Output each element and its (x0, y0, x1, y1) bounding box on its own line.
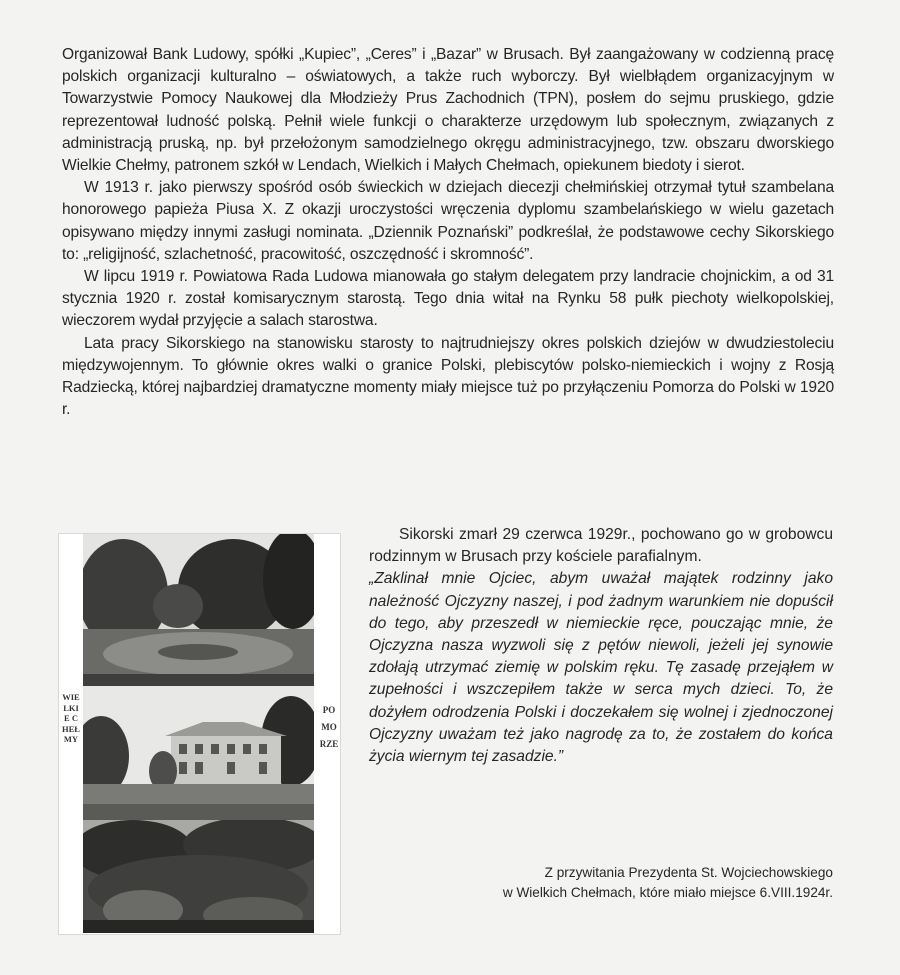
right-column (369, 524, 833, 768)
postcard-left-caption: WIELKIE CHEŁMY (62, 692, 80, 744)
historical-postcard (58, 533, 341, 935)
death-note: Sikorski zmarł 29 czerwca 1929r., pochowano go w grobowcu rodzinnym w Brusach przy kościele parafialnym. (369, 526, 833, 566)
main-text (62, 44, 834, 421)
paragraph-3: W lipcu 1919 r. Powiatowa Rada Ludowa mianowała go stałym delegatem przy landracie chojnickim, a od 31 stycznia 1920 r. został komisarycznym starostą. Tego dnia witał na Rynku 58 pułk piechoty wielkopolskiej, wieczorem wydał przyjęcie a salach starostwa. (62, 268, 834, 330)
quotation: „Zaklinał mnie Ojciec, abym uważał majątek rodzinny jako należność Ojczyzny naszej, i pod żadnym warunkiem nie dopuścił do tego, aby przeszedł w niemieckie ręce, pouczając mnie, że Ojczyzna nasza wyzwoli się z pętów niewoli, jeżeli jej synowie zdołają utrzymać ziemię w polskim ręku. Tę zasadę przejąłem w zupełności i wszczepiłem także w serca mych dzieci. To, że dożyłem odrodzenia Polski i doczekałem się wolnej i zjednoczonej Ojczyzny uważam też jako nagrodę za to, że zostałem do końca życia wiernym tej zasadzie.” (369, 570, 833, 766)
manor-house-photo (83, 686, 314, 820)
citation (400, 863, 833, 903)
citation-line-1: Z przywitania Prezydenta St. Wojciechowskiego (544, 865, 833, 880)
citation-line-2: w Wielkich Chełmach, które miało miejsce 6.VIII.1924r. (502, 885, 833, 900)
garden-photo (83, 820, 314, 933)
paragraph-1: Organizował Bank Ludowy, spółki „Kupiec”, „Ceres” i „Bazar” w Brusach. Był zaangażowany w codzienną pracę polskich organizacji kulturalno – oświatowych, a także ruch wyborczy. Był wielbłądem organizacyjnym w Towarzystwie Pomocy Naukowej dla Młodzieży Prus Zachodnich (TPN), posłem do sejmu pruskiego, gdzie reprezentował ludność polską. Pełnił wiele funkcji o charakterze urzędowym lub społecznym, związanych z administracją pruską, np. był przełożonym samodzielnego okręgu administracyjnego, tzw. obszaru dworskiego Wielkie Chełmy, patronem szkół w Lendach, Wielkich i Małych Chełmach, opiekunem biedoty i sierot. (62, 46, 834, 175)
paragraph-4: Lata pracy Sikorskiego na stanowisku starosty to najtrudniejszy okres polskich dziejów w dwudziestoleciu międzywojennym. To głównie okres walki o granice Polski, plebiscytów polsko-niemieckich i wojny z Rosją Radziecką, której najbardziej dramatyczne momenty miały miejsce tuż po przyłączeniu Pomorza do Polski w 1920 r. (62, 334, 834, 419)
paragraph-2: W 1913 r. jako pierwszy spośród osób świeckich w dziejach diecezji chełmińskiej otrzymał tytuł szambelana honorowego papieża Piusa X. Z okazji uroczystości wręczenia dyplomu szambelańskiego w wielu gazetach opisywano między innymi zasługi nominata. „Dziennik Poznański” podkreślał, że podstawowe cechy Sikorskiego to: „religijność, szlachetność, pracowitość, oszczędność i skromność”. (62, 179, 834, 263)
park-photo (83, 534, 314, 686)
postcard-right-caption: POMORZE (319, 705, 339, 749)
